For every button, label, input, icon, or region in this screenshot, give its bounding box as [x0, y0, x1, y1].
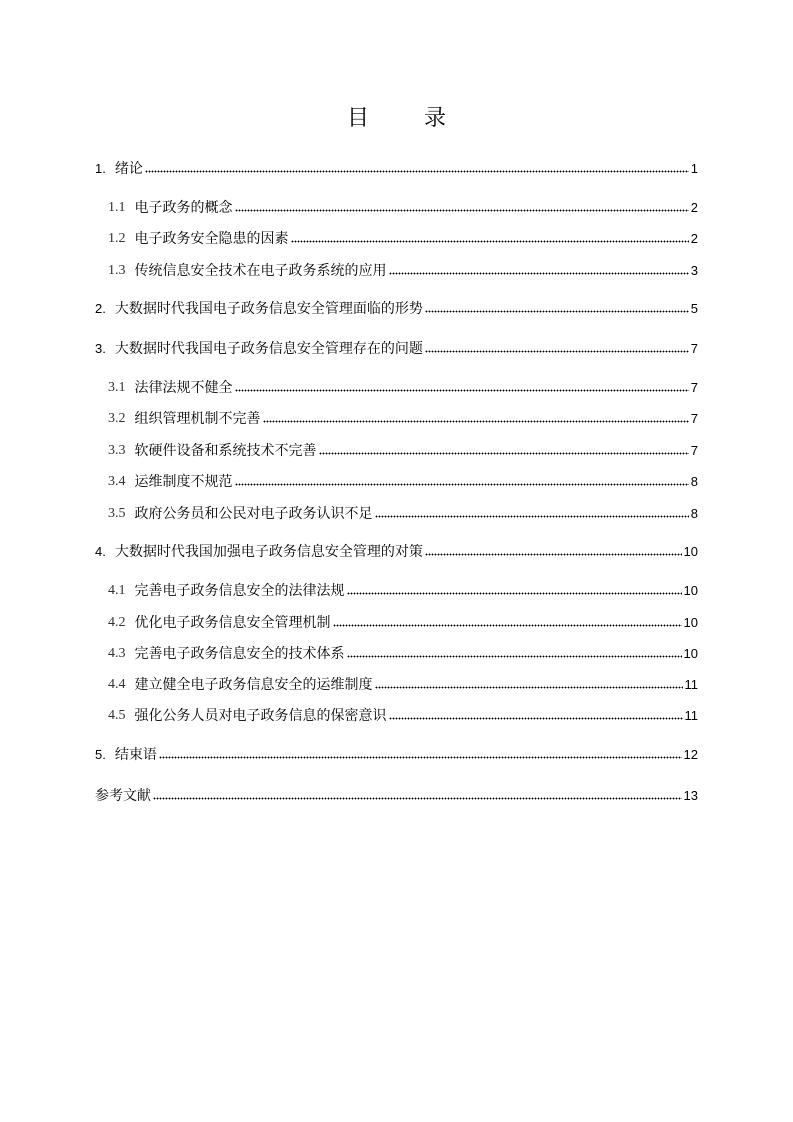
toc-entry-page: 1 — [690, 161, 698, 176]
toc-entry-title: 电子政务的概念 — [134, 200, 233, 216]
toc-entry-number: 3.5 — [108, 506, 126, 521]
dot-leader — [389, 270, 689, 276]
toc-entry-number: 1.1 — [108, 200, 126, 215]
toc-entry-3-5[interactable] — [108, 503, 698, 525]
toc-entry-number: 2. — [95, 301, 106, 316]
toc-entry-title: 参考文献 — [95, 788, 151, 804]
toc-entry-number: 4.1 — [108, 583, 126, 598]
toc-entry-number: 3.3 — [108, 443, 126, 458]
toc-entry-title: 绪论 — [114, 161, 143, 177]
toc-entry-5[interactable] — [95, 744, 698, 766]
toc-entry-title: 大数据时代我国加强电子政务信息安全管理的对策 — [114, 544, 423, 560]
dot-leader — [375, 513, 689, 519]
dot-leader — [235, 481, 689, 487]
dot-leader — [389, 715, 683, 721]
toc-entry-page: 8 — [690, 474, 698, 489]
toc-entry-page: 13 — [683, 788, 698, 803]
toc-entry-4-1[interactable] — [108, 580, 698, 602]
toc-entry-title: 法律法规不健全 — [134, 380, 233, 396]
toc-entry-3[interactable] — [95, 338, 698, 360]
toc-entry-title: 软硬件设备和系统技术不完善 — [134, 443, 317, 459]
dot-leader — [319, 450, 689, 456]
toc-entry-page: 12 — [683, 747, 698, 762]
toc-entry-number: 4.3 — [108, 646, 126, 661]
dot-leader — [425, 348, 689, 354]
toc-entry-number: 3.4 — [108, 474, 126, 489]
toc-entry-1-1[interactable] — [108, 197, 698, 219]
toc-entry-number: 1.3 — [108, 263, 126, 278]
toc-entry-page: 2 — [690, 200, 698, 215]
toc-entry-number: 1. — [95, 161, 106, 176]
toc-entry-1-2[interactable] — [108, 228, 698, 250]
toc-entry-page: 10 — [683, 615, 698, 630]
toc-entry-number: 3. — [95, 341, 106, 356]
toc-entry-page: 10 — [683, 544, 698, 559]
dot-leader — [145, 168, 689, 174]
toc-entry-page: 8 — [690, 506, 698, 521]
toc-entry-page: 10 — [683, 583, 698, 598]
toc-entry-4-4[interactable] — [108, 674, 698, 696]
toc-entry-title: 电子政务安全隐患的因素 — [134, 231, 289, 247]
toc-entry-title: 强化公务人员对电子政务信息的保密意识 — [134, 708, 387, 724]
toc-entry-references[interactable] — [95, 785, 698, 807]
toc-entry-3-1[interactable] — [108, 377, 698, 399]
toc-entry-number: 3.2 — [108, 411, 126, 426]
dot-leader — [235, 207, 689, 213]
dot-leader — [159, 754, 682, 760]
toc-entry-number: 4. — [95, 544, 106, 559]
dot-leader — [347, 653, 682, 659]
toc-entry-4-3[interactable] — [108, 643, 698, 665]
dot-leader — [425, 551, 682, 557]
toc-entry-3-4[interactable] — [108, 471, 698, 493]
dot-leader — [291, 238, 689, 244]
dot-leader — [347, 590, 682, 596]
toc-entry-page: 10 — [683, 646, 698, 661]
toc-entry-page: 5 — [690, 301, 698, 316]
toc-entry-3-2[interactable] — [108, 408, 698, 430]
toc-entry-number: 3.1 — [108, 380, 126, 395]
toc-entry-page: 3 — [690, 263, 698, 278]
toc-entry-page: 11 — [684, 708, 698, 723]
dot-leader — [235, 387, 689, 393]
toc-entry-number: 4.5 — [108, 708, 126, 723]
toc-entry-page: 7 — [690, 443, 698, 458]
toc-entry-page: 7 — [690, 341, 698, 356]
toc-entry-number: 5. — [95, 747, 106, 762]
toc-entry-title: 完善电子政务信息安全的技术体系 — [134, 646, 345, 662]
toc-entry-title: 结束语 — [114, 747, 157, 763]
dot-leader — [375, 684, 683, 690]
dot-leader — [333, 622, 682, 628]
toc-entry-4[interactable] — [95, 541, 698, 563]
toc-entry-1[interactable] — [95, 158, 698, 180]
page-title: 目 录 — [347, 106, 470, 131]
toc-entry-number: 4.2 — [108, 615, 126, 630]
toc-entry-title: 运维制度不规范 — [134, 474, 233, 490]
toc-entry-title: 组织管理机制不完善 — [134, 411, 261, 427]
toc-entry-page: 2 — [690, 231, 698, 246]
toc-entry-title: 传统信息安全技术在电子政务系统的应用 — [134, 263, 387, 279]
toc-entry-3-3[interactable] — [108, 440, 698, 462]
dot-leader — [425, 308, 689, 314]
toc-entry-4-5[interactable] — [108, 705, 698, 727]
toc-entry-page: 7 — [690, 411, 698, 426]
toc-entry-page: 7 — [690, 380, 698, 395]
toc-entry-title: 政府公务员和公民对电子政务认识不足 — [134, 506, 373, 522]
toc-entry-title: 大数据时代我国电子政务信息安全管理面临的形势 — [114, 301, 423, 317]
toc-entry-title: 完善电子政务信息安全的法律法规 — [134, 583, 345, 599]
toc-entry-title: 建立健全电子政务信息安全的运维制度 — [134, 677, 373, 693]
toc-entry-title: 优化电子政务信息安全管理机制 — [134, 615, 331, 631]
toc-entry-page: 11 — [684, 677, 698, 692]
toc-entry-number: 1.2 — [108, 231, 126, 246]
dot-leader — [263, 418, 689, 424]
dot-leader — [153, 795, 682, 801]
toc-entry-2[interactable] — [95, 298, 698, 320]
toc-entry-title: 大数据时代我国电子政务信息安全管理存在的问题 — [114, 341, 423, 357]
toc-entry-number: 4.4 — [108, 677, 126, 692]
toc-entry-1-3[interactable] — [108, 260, 698, 282]
toc-entry-4-2[interactable] — [108, 612, 698, 634]
